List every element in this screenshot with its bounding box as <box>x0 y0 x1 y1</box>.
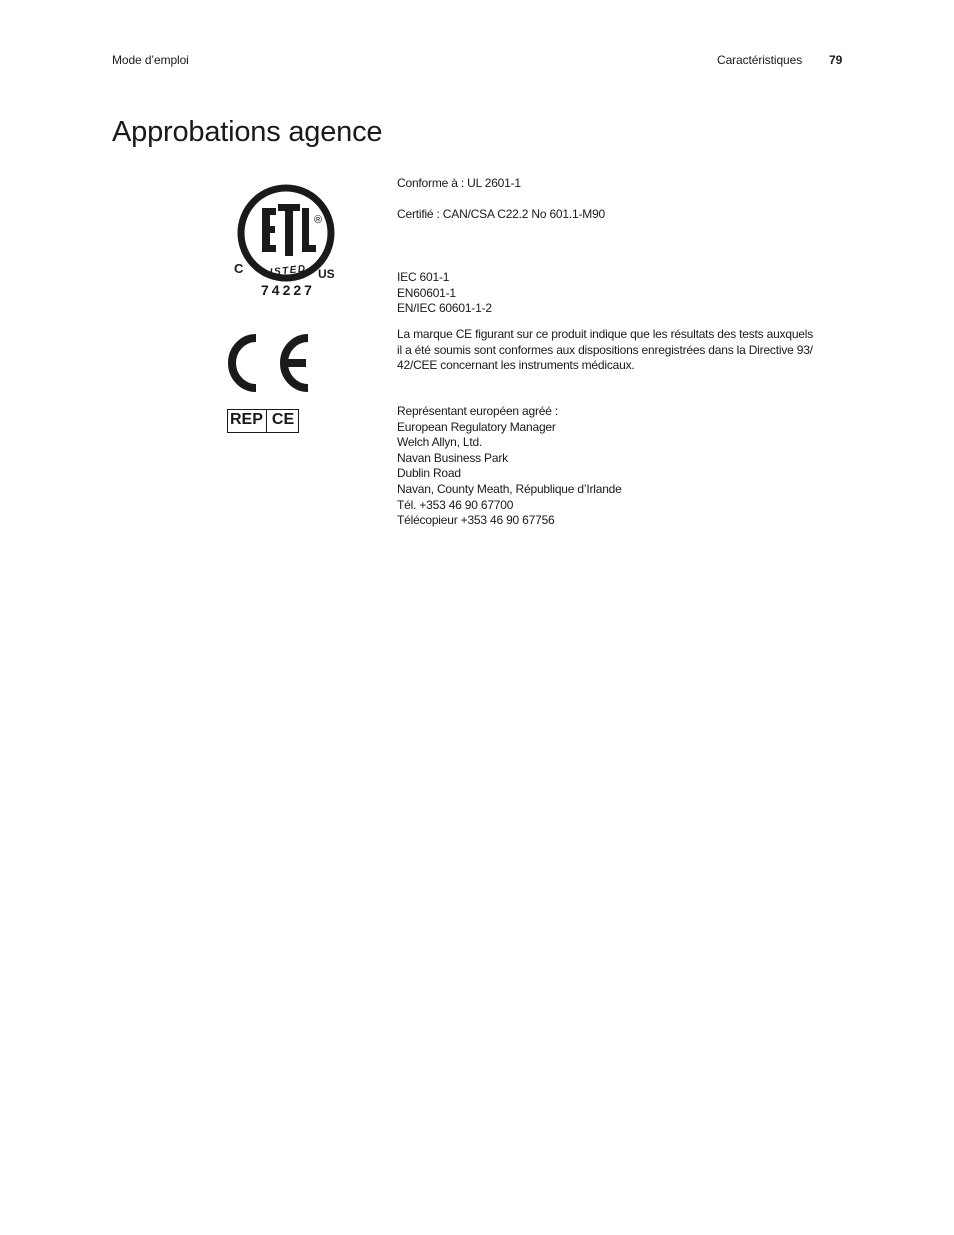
representative-line: Télécopieur +353 46 90 67756 <box>397 513 555 528</box>
representative-line: Navan, County Meath, République d’Irlande <box>397 481 622 496</box>
etl-listed-label: LISTED <box>261 263 308 280</box>
standards-list <box>397 270 817 317</box>
representative-line: Représentant européen agréé : <box>397 404 558 418</box>
etl-c-label: C <box>234 261 244 276</box>
ce-paragraph-line: La marque CE figurant sur ce produit indique que les résultats des tests auxquels <box>397 327 814 341</box>
csa-certification-text: Certifié : CAN/CSA C22.2 No 601.1-M90 <box>397 207 606 221</box>
european-representative <box>397 404 817 529</box>
registered-mark: ® <box>314 214 323 226</box>
ce-paragraph-line: 42/CEE concernant les instruments médicaux. <box>397 358 635 373</box>
ce-paragraph-line: il a été soumis sont conformes aux dispositions enregistrées dans la Directive 93/ <box>397 342 813 357</box>
ul-conformance-text: Conforme à : UL 2601-1 <box>397 176 521 190</box>
header-page-number: 79 <box>829 53 843 67</box>
ce-label: CE <box>271 411 295 428</box>
ce-paragraph <box>397 327 817 374</box>
representative-line: Tél. +353 46 90 67700 <box>397 497 514 512</box>
representative-line: Dublin Road <box>397 466 461 481</box>
etl-listed-logo <box>228 178 340 303</box>
standard-item: IEC 601-1 <box>397 270 450 284</box>
header-section-name: Caractéristiques <box>717 53 803 67</box>
representative-line: Navan Business Park <box>397 450 508 465</box>
standard-item: EN60601-1 <box>397 285 456 300</box>
rep-label: REP <box>228 410 267 432</box>
standard-item: EN/IEC 60601-1-2 <box>397 301 492 316</box>
rep-ce-symbol <box>227 409 299 433</box>
ce-mark-logo <box>226 332 314 394</box>
etl-us-label: US <box>318 267 335 281</box>
representative-line: European Regulatory Manager <box>397 419 556 434</box>
ul-conformance <box>397 176 817 192</box>
representative-line: Welch Allyn, Ltd. <box>397 435 483 450</box>
page-title: Approbations agence <box>112 116 383 148</box>
etl-number: 74227 <box>261 282 315 298</box>
csa-certification <box>397 207 817 223</box>
header-document-title: Mode d’emploi <box>112 53 189 67</box>
